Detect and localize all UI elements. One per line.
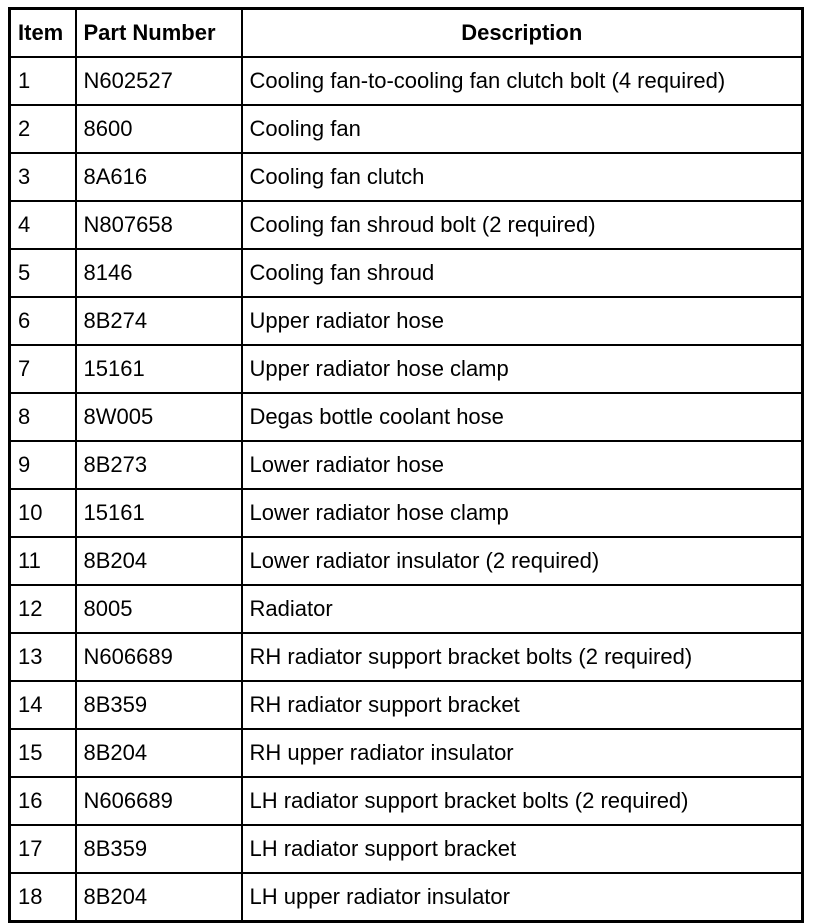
description-cell: Upper radiator hose clamp [242,345,803,393]
item-cell: 13 [10,633,76,681]
description-cell: Cooling fan [242,105,803,153]
table-row [10,393,803,441]
part-number-cell: 8B359 [76,825,242,873]
description-cell: Cooling fan-to-cooling fan clutch bolt (4 required) [242,57,803,105]
part-number-cell: 8W005 [76,393,242,441]
item-cell: 4 [10,201,76,249]
part-number-cell: 8B204 [76,729,242,777]
description-cell: RH radiator support bracket [242,681,803,729]
part-number-cell: 8B359 [76,681,242,729]
part-number-cell: N602527 [76,57,242,105]
description-cell: Lower radiator hose clamp [242,489,803,537]
item-cell: 17 [10,825,76,873]
item-cell: 18 [10,873,76,922]
table-row [10,585,803,633]
item-cell: 6 [10,297,76,345]
header-item: Item [10,9,76,58]
table-row [10,345,803,393]
part-number-cell: 8A616 [76,153,242,201]
description-cell: RH radiator support bracket bolts (2 required) [242,633,803,681]
description-cell: LH radiator support bracket [242,825,803,873]
description-cell: LH radiator support bracket bolts (2 required) [242,777,803,825]
table-row [10,57,803,105]
description-cell: Upper radiator hose [242,297,803,345]
item-cell: 12 [10,585,76,633]
parts-table [8,7,804,923]
part-number-cell: 8B274 [76,297,242,345]
part-number-cell: 15161 [76,489,242,537]
part-number-cell: 8B204 [76,537,242,585]
part-number-cell: 8146 [76,249,242,297]
part-number-cell: 15161 [76,345,242,393]
table-row [10,681,803,729]
table-body [10,57,803,922]
table-row [10,441,803,489]
description-cell: Cooling fan shroud [242,249,803,297]
item-cell: 2 [10,105,76,153]
header-part-number: Part Number [76,9,242,58]
item-cell: 3 [10,153,76,201]
part-number-cell: N807658 [76,201,242,249]
item-cell: 1 [10,57,76,105]
item-cell: 14 [10,681,76,729]
item-cell: 5 [10,249,76,297]
table-row [10,105,803,153]
item-cell: 7 [10,345,76,393]
description-cell: Degas bottle coolant hose [242,393,803,441]
table-row [10,201,803,249]
table-row [10,489,803,537]
description-cell: LH upper radiator insulator [242,873,803,922]
table-row [10,729,803,777]
item-cell: 16 [10,777,76,825]
table-row [10,873,803,922]
description-cell: Lower radiator insulator (2 required) [242,537,803,585]
item-cell: 8 [10,393,76,441]
item-cell: 10 [10,489,76,537]
item-cell: 9 [10,441,76,489]
part-number-cell: 8005 [76,585,242,633]
header-description: Description [242,9,803,58]
item-cell: 11 [10,537,76,585]
part-number-cell: 8B273 [76,441,242,489]
part-number-cell: 8B204 [76,873,242,922]
part-number-cell: N606689 [76,633,242,681]
description-cell: Radiator [242,585,803,633]
table-row [10,297,803,345]
item-cell: 15 [10,729,76,777]
table-row [10,777,803,825]
description-cell: Cooling fan clutch [242,153,803,201]
table-row [10,633,803,681]
part-number-cell: 8600 [76,105,242,153]
table-row [10,825,803,873]
table-row [10,249,803,297]
table-row [10,153,803,201]
description-cell: RH upper radiator insulator [242,729,803,777]
description-cell: Lower radiator hose [242,441,803,489]
header-row [10,9,803,58]
table-row [10,537,803,585]
description-cell: Cooling fan shroud bolt (2 required) [242,201,803,249]
part-number-cell: N606689 [76,777,242,825]
